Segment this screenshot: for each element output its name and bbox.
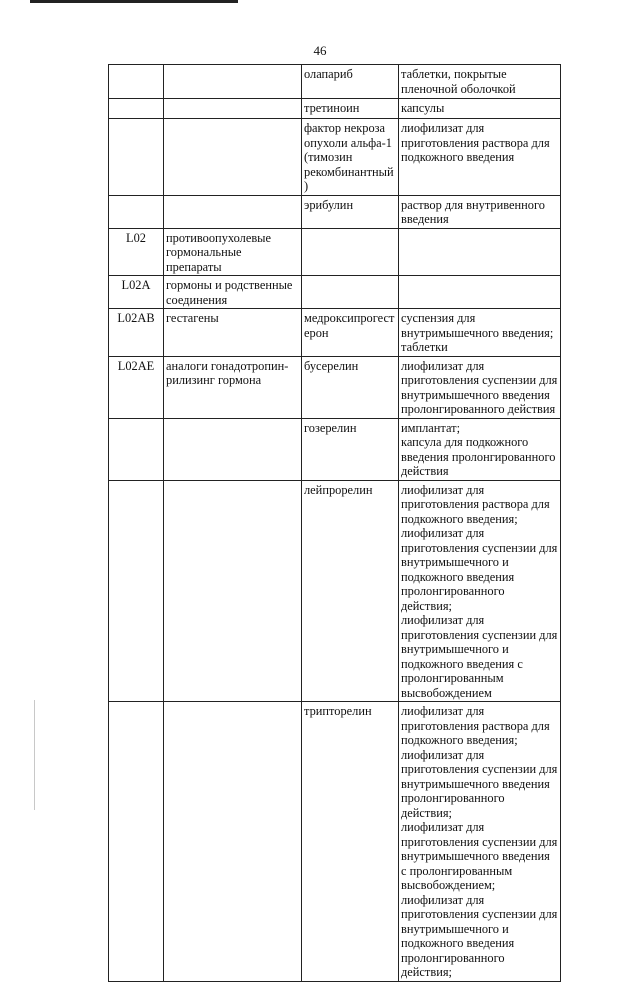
table-row	[109, 356, 561, 418]
group-cell: противоопухолевые гормональные препараты	[164, 228, 302, 276]
dosage-form-cell: лиофилизат для приготовления раствора для подкожного введения	[399, 119, 561, 196]
group-cell	[164, 480, 302, 702]
table-row	[109, 65, 561, 99]
dosage-form-cell: лиофилизат для приготовления суспензии для внутримышечного введения пролонгированного действия	[399, 356, 561, 418]
table-row	[109, 195, 561, 228]
drug-table	[108, 64, 561, 982]
group-cell	[164, 119, 302, 196]
dosage-form-cell: таблетки, покрытые пленочной оболочкой	[399, 65, 561, 99]
drug-name-cell: олапариб	[302, 65, 399, 99]
table-row	[109, 228, 561, 276]
dosage-form-cell	[399, 276, 561, 309]
atc-code-cell	[109, 99, 164, 119]
dosage-form-cell: капсулы	[399, 99, 561, 119]
drug-name-cell: трипторелин	[302, 702, 399, 982]
dosage-form-cell: суспензия для внутримышечного введения; таблетки	[399, 309, 561, 357]
dosage-form-cell: раствор для внутривенного введения	[399, 195, 561, 228]
atc-code-cell: L02	[109, 228, 164, 276]
drug-name-cell: лейпрорелин	[302, 480, 399, 702]
atc-code-cell	[109, 119, 164, 196]
dosage-form-cell	[399, 228, 561, 276]
drug-name-cell	[302, 276, 399, 309]
atc-code-cell	[109, 195, 164, 228]
table-row	[109, 480, 561, 702]
group-cell: гормоны и родственные соединения	[164, 276, 302, 309]
atc-code-cell	[109, 418, 164, 480]
drug-name-cell: гозерелин	[302, 418, 399, 480]
group-cell	[164, 99, 302, 119]
dosage-form-cell: лиофилизат для приготовления раствора для подкожного введения; лиофилизат для приготовления суспензии для внутримышечного и подкожного введения пролонгированного действия; лиофилизат для приготовления суспензии для внутримышечного и подкожного введения с пролонгированным высвобождением	[399, 480, 561, 702]
group-cell	[164, 195, 302, 228]
group-cell	[164, 65, 302, 99]
atc-code-cell: L02AB	[109, 309, 164, 357]
dosage-form-cell: лиофилизат для приготовления раствора для подкожного введения; лиофилизат для приготовления суспензии для внутримышечного введения пролонгированного действия; лиофилизат для приготовления суспензии для внутримышечного введения с пролонгированным высвобождением; лиофилизат для приготовления суспензии для внутримышечного и подкожного введения пролонгированного действия;	[399, 702, 561, 982]
table-row	[109, 276, 561, 309]
drug-name-cell: фактор некроза опухоли альфа-1 (тимозин рекомбинантный)	[302, 119, 399, 196]
table-row	[109, 702, 561, 982]
group-cell: гестагены	[164, 309, 302, 357]
table-row	[109, 99, 561, 119]
group-cell	[164, 418, 302, 480]
atc-code-cell: L02AE	[109, 356, 164, 418]
table-row	[109, 309, 561, 357]
drug-name-cell: третиноин	[302, 99, 399, 119]
atc-code-cell	[109, 480, 164, 702]
drug-name-cell: медроксипрогестерон	[302, 309, 399, 357]
drug-name-cell	[302, 228, 399, 276]
margin-mark	[34, 700, 35, 810]
group-cell: аналоги гонадотропин-рилизинг гормона	[164, 356, 302, 418]
drug-name-cell: бусерелин	[302, 356, 399, 418]
group-cell	[164, 702, 302, 982]
dosage-form-cell: имплантат; капсула для подкожного введения пролонгированного действия	[399, 418, 561, 480]
table-row	[109, 119, 561, 196]
atc-code-cell: L02A	[109, 276, 164, 309]
table-row	[109, 418, 561, 480]
top-rule	[30, 0, 238, 3]
drug-name-cell: эрибулин	[302, 195, 399, 228]
atc-code-cell	[109, 65, 164, 99]
atc-code-cell	[109, 702, 164, 982]
page-number: 46	[313, 43, 327, 58]
